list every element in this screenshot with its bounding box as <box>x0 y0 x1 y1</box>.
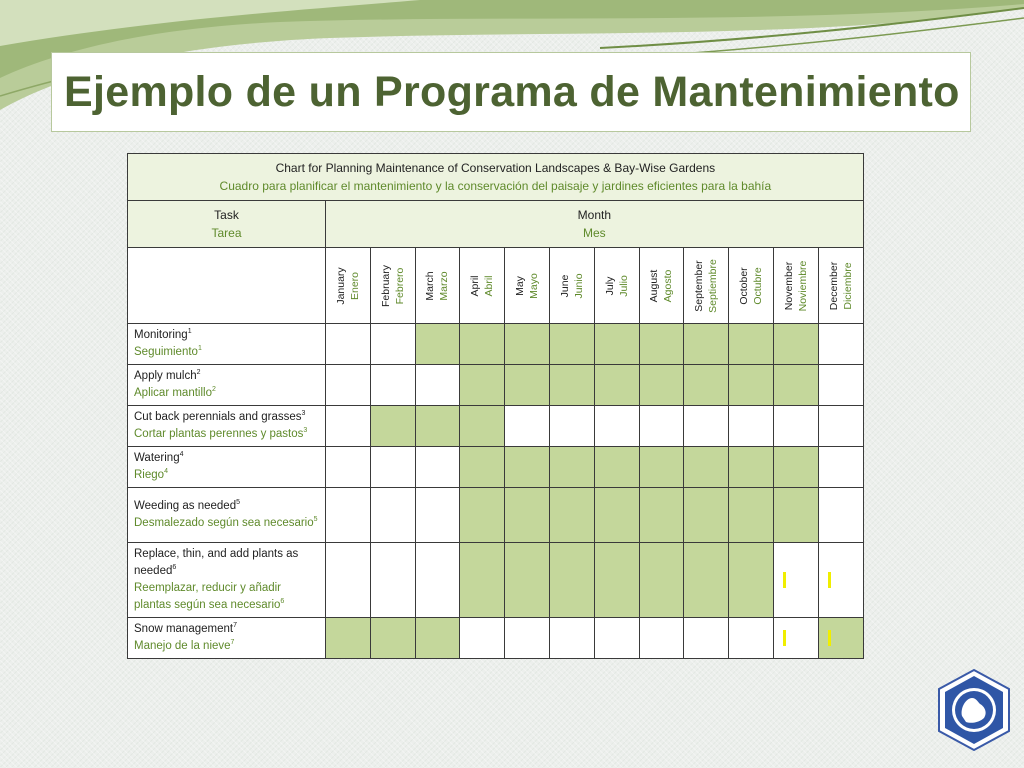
month-label-en: October <box>738 266 751 305</box>
task-text-es: Manejo de la nieve <box>134 640 231 652</box>
month-label-es: Enero <box>348 271 361 300</box>
schedule-cell-march <box>415 543 460 618</box>
schedule-cell-may <box>505 365 550 406</box>
schedule-cell-march <box>415 324 460 365</box>
month-label-es: Junio <box>572 272 585 299</box>
schedule-cell-july <box>594 324 639 365</box>
month-label <box>334 267 362 304</box>
footnote-marker: 1 <box>187 328 192 336</box>
schedule-cell-may <box>505 324 550 365</box>
month-header-november <box>773 248 818 324</box>
maintenance-schedule-table <box>127 153 864 659</box>
schedule-cell-july <box>594 488 639 543</box>
schedule-cell-january <box>326 324 371 365</box>
month-label-en: May <box>514 275 527 296</box>
task-label-en <box>134 498 319 515</box>
schedule-cell-january <box>326 618 371 659</box>
month-label-es: Octubre <box>752 266 765 305</box>
schedule-cell-february <box>370 488 415 543</box>
month-label-en: April <box>469 274 482 297</box>
schedule-cell-november <box>773 543 818 618</box>
schedule-cell-august <box>639 543 684 618</box>
month-label-en: September <box>693 259 706 312</box>
schedule-cell-september <box>684 543 729 618</box>
schedule-cell-january <box>326 365 371 406</box>
task-row <box>128 488 864 543</box>
schedule-cell-may <box>505 618 550 659</box>
task-label-en <box>134 409 319 426</box>
schedule-cell-july <box>594 543 639 618</box>
schedule-cell-february <box>370 365 415 406</box>
month-label-es: Febrero <box>393 267 406 304</box>
footnote-marker: 6 <box>280 598 285 606</box>
task-header-cell <box>128 201 326 248</box>
schedule-cell-october <box>729 324 774 365</box>
schedule-cell-august <box>639 618 684 659</box>
schedule-cell-april <box>460 324 505 365</box>
schedule-cell-september <box>684 488 729 543</box>
month-header-august <box>639 248 684 324</box>
chart-title-es: Cuadro para planificar el mantenimiento y la conservación del paisaje y jardines eficientes para la bahía <box>219 179 772 193</box>
task-header-es: Tarea <box>211 226 242 240</box>
footnote-marker: 5 <box>313 516 318 524</box>
schedule-cell-january <box>326 447 371 488</box>
footnote-marker: 2 <box>211 386 216 394</box>
month-label-en: November <box>782 261 795 310</box>
month-label <box>827 261 855 309</box>
task-text-en: Replace, thin, and add plants as needed <box>134 548 299 577</box>
schedule-cell-july <box>594 365 639 406</box>
schedule-cell-november <box>773 406 818 447</box>
schedule-cell-october <box>729 543 774 618</box>
month-label <box>468 275 496 296</box>
task-label-cell <box>128 406 326 447</box>
schedule-cell-april <box>460 406 505 447</box>
schedule-cell-august <box>639 406 684 447</box>
schedule-cell-february <box>370 324 415 365</box>
title-box <box>51 52 971 132</box>
schedule-cell-december <box>818 488 863 543</box>
schedule-cell-may <box>505 488 550 543</box>
footnote-marker: 3 <box>301 410 306 418</box>
month-label <box>647 269 675 302</box>
task-row <box>128 618 864 659</box>
footnote-marker: 5 <box>236 499 240 507</box>
schedule-cell-january <box>326 488 371 543</box>
month-label-en: July <box>603 276 616 295</box>
schedule-cell-february <box>370 543 415 618</box>
schedule-cell-november <box>773 618 818 659</box>
schedule-cell-october <box>729 365 774 406</box>
month-label-es: Septiembre <box>707 258 720 313</box>
schedule-cell-june <box>549 488 594 543</box>
month-header-july <box>594 248 639 324</box>
task-label-cell <box>128 447 326 488</box>
task-label-en <box>134 327 319 344</box>
schedule-cell-december <box>818 618 863 659</box>
footnote-marker: 2 <box>196 369 201 377</box>
schedule-cell-may <box>505 447 550 488</box>
schedule-cell-june <box>549 543 594 618</box>
month-label-en: January <box>334 266 347 305</box>
task-label-en <box>134 368 319 385</box>
month-label-es: Mayo <box>528 272 541 299</box>
month-label <box>379 264 407 306</box>
schedule-cell-february <box>370 447 415 488</box>
task-text-es: Riego <box>134 469 165 481</box>
task-text-es: Reemplazar, reducir y añadir plantas según sea necesario <box>134 582 282 611</box>
month-label-es: Agosto <box>662 269 675 302</box>
schedule-cell-april <box>460 618 505 659</box>
footnote-marker: 7 <box>233 622 237 630</box>
month-header-december <box>818 248 863 324</box>
schedule-cell-january <box>326 543 371 618</box>
month-header-april <box>460 248 505 324</box>
task-text-en: Monitoring <box>134 329 188 341</box>
chart-title-cell <box>128 154 864 201</box>
month-row-blank-cell <box>128 248 326 324</box>
chart-title-en: Chart for Planning Maintenance of Conservation Landscapes & Bay-Wise Gardens <box>275 161 716 175</box>
chart-title-row <box>128 154 864 201</box>
schedule-cell-july <box>594 447 639 488</box>
month-header-june <box>549 248 594 324</box>
schedule-cell-august <box>639 365 684 406</box>
month-label-en: March <box>424 270 437 301</box>
month-label-es: Julio <box>617 274 630 297</box>
task-text-en: Weeding as needed <box>134 500 237 512</box>
schedule-cell-august <box>639 324 684 365</box>
month-header-en: Month <box>577 208 612 222</box>
month-label-en: June <box>558 274 571 297</box>
schedule-cell-march <box>415 365 460 406</box>
footnote-marker: 4 <box>164 468 168 476</box>
month-header-cell <box>326 201 864 248</box>
month-header-march <box>415 248 460 324</box>
schedule-cell-september <box>684 324 729 365</box>
task-label-cell <box>128 488 326 543</box>
month-label <box>558 273 586 298</box>
schedule-cell-february <box>370 618 415 659</box>
task-row <box>128 406 864 447</box>
schedule-cell-april <box>460 365 505 406</box>
task-text-es: Seguimiento <box>134 346 198 358</box>
month-label-es: Noviembre <box>796 260 809 311</box>
schedule-cell-november <box>773 488 818 543</box>
month-header-october <box>729 248 774 324</box>
schedule-cell-may <box>505 543 550 618</box>
schedule-cell-december <box>818 406 863 447</box>
schedule-cell-november <box>773 447 818 488</box>
month-header-september <box>684 248 729 324</box>
month-label <box>692 259 720 313</box>
task-label-es <box>134 385 319 402</box>
schedule-cell-september <box>684 365 729 406</box>
task-text-es: Cortar plantas perennes y pastos <box>134 428 304 440</box>
task-label-es <box>134 580 319 614</box>
schedule-cell-july <box>594 618 639 659</box>
schedule-cell-july <box>594 406 639 447</box>
month-label-es: Diciembre <box>841 261 854 310</box>
task-text-en: Cut back perennials and grasses <box>134 411 302 423</box>
task-label-cell <box>128 618 326 659</box>
schedule-cell-june <box>549 447 594 488</box>
month-label-en: August <box>648 269 661 302</box>
task-label-en <box>134 450 319 467</box>
month-label <box>423 271 451 300</box>
slide-title: Ejemplo de un Programa de Mantenimiento <box>64 67 960 116</box>
schedule-cell-november <box>773 365 818 406</box>
task-row <box>128 543 864 618</box>
task-label-es <box>134 426 319 443</box>
task-text-en: Snow management <box>134 623 234 635</box>
month-label <box>782 260 810 311</box>
month-label-en: December <box>827 261 840 310</box>
schedule-cell-june <box>549 406 594 447</box>
task-label-es <box>134 638 319 655</box>
footnote-marker: 4 <box>179 451 184 459</box>
month-label-en: February <box>379 264 392 307</box>
task-row <box>128 324 864 365</box>
schedule-cell-november <box>773 324 818 365</box>
schedule-cell-december <box>818 543 863 618</box>
task-label-es <box>134 344 319 361</box>
schedule-cell-march <box>415 618 460 659</box>
schedule-cell-september <box>684 447 729 488</box>
schedule-cell-january <box>326 406 371 447</box>
task-label-es <box>134 467 319 484</box>
task-label-cell <box>128 324 326 365</box>
schedule-cell-june <box>549 365 594 406</box>
month-label-es: Abril <box>483 274 496 297</box>
schedule-cell-april <box>460 543 505 618</box>
month-names-row <box>128 248 864 324</box>
footnote-marker: 1 <box>197 345 202 353</box>
footnote-marker: 6 <box>172 564 177 572</box>
task-text-es: Aplicar mantillo <box>134 387 212 399</box>
organization-seal-logo <box>936 668 1012 752</box>
month-header-february <box>370 248 415 324</box>
schedule-cell-december <box>818 324 863 365</box>
task-row <box>128 447 864 488</box>
schedule-cell-march <box>415 488 460 543</box>
schedule-cell-september <box>684 618 729 659</box>
schedule-cell-october <box>729 447 774 488</box>
task-row <box>128 365 864 406</box>
schedule-cell-april <box>460 447 505 488</box>
footnote-marker: 7 <box>230 639 235 647</box>
schedule-cell-september <box>684 406 729 447</box>
month-label <box>513 273 541 299</box>
schedule-cell-december <box>818 365 863 406</box>
schedule-cell-august <box>639 488 684 543</box>
month-label <box>737 267 765 304</box>
task-text-en: Apply mulch <box>134 370 197 382</box>
schedule-cell-february <box>370 406 415 447</box>
schedule-cell-october <box>729 406 774 447</box>
task-text-es: Desmalezado según sea necesario <box>134 517 314 529</box>
month-label <box>603 275 631 297</box>
task-label-en <box>134 621 319 638</box>
header-row <box>128 201 864 248</box>
schedule-cell-october <box>729 488 774 543</box>
schedule-cell-june <box>549 618 594 659</box>
task-text-en: Watering <box>134 452 180 464</box>
schedule-cell-december <box>818 447 863 488</box>
schedule-cell-march <box>415 447 460 488</box>
schedule-cell-may <box>505 406 550 447</box>
task-label-cell <box>128 543 326 618</box>
month-header-es: Mes <box>583 226 606 240</box>
schedule-cell-august <box>639 447 684 488</box>
schedule-cell-june <box>549 324 594 365</box>
schedule-cell-april <box>460 488 505 543</box>
month-label-es: Marzo <box>438 270 451 301</box>
month-header-may <box>505 248 550 324</box>
task-label-cell <box>128 365 326 406</box>
month-header-january <box>326 248 371 324</box>
schedule-cell-march <box>415 406 460 447</box>
task-header-en: Task <box>214 208 239 222</box>
footnote-marker: 3 <box>303 427 308 435</box>
task-label-en <box>134 546 319 580</box>
schedule-cell-october <box>729 618 774 659</box>
task-label-es <box>134 515 319 532</box>
